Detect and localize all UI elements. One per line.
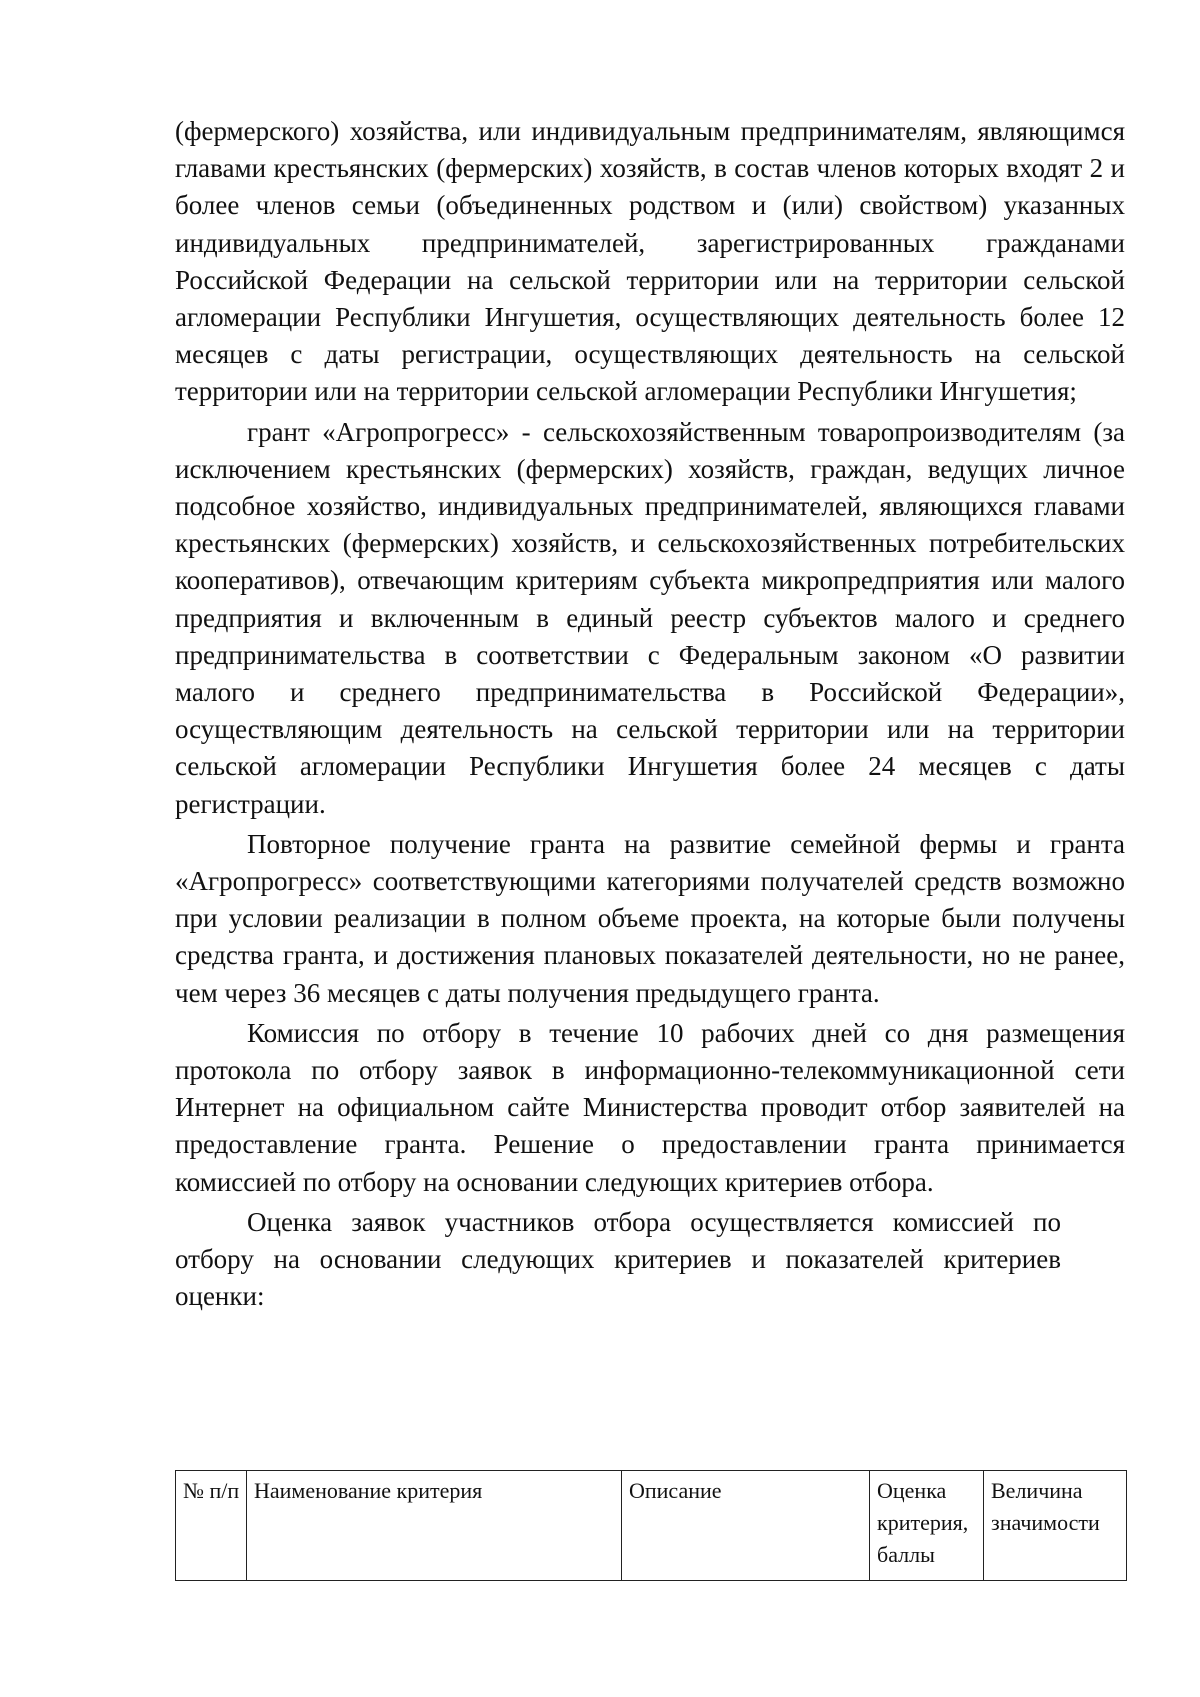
document-body (175, 113, 1125, 1319)
header-significance-weight: Величина значимости (984, 1471, 1127, 1581)
criteria-table (175, 1470, 1127, 1581)
header-criterion-name: Наименование критерия (247, 1471, 622, 1581)
paragraph-evaluation-criteria: Оценка заявок участников отбора осуществляется комиссией по отбору на основании следующих критериев и показателей критериев оценки: (175, 1206, 1061, 1312)
paragraph-agroprogress-grant: грант «Агропрогресс» - сельскохозяйственным товаропроизводителям (за исключением крестьянских (фермерских) хозяйств, граждан, ведущих личное подсобное хозяйство, индивидуальных предпринимателей, являющихся главами крестьянских (фермерских) хозяйств, и сельскохозяйственных потребительских кооперативов), отвечающим критериям субъекта микропредприятия или малого предприятия и включенным в единый реестр субъектов малого и среднего предпринимательства в соответствии с Федеральным законом «О развитии малого и среднего предпринимательства в Российской Федерации», осуществляющим деятельность на сельской территории или на территории сельской агломерации Республики Ингушетия более 24 месяцев с даты регистрации. (175, 416, 1125, 819)
paragraph-repeat-grant: Повторное получение гранта на развитие семейной фермы и гранта «Агропрогресс» соответствующими категориями получателей средств возможно при условии реализации в полном объеме проекта, на которые были получены средства гранта, и достижения плановых показателей деятельности, но не ранее, чем через 36 месяцев с даты получения предыдущего гранта. (175, 828, 1125, 1008)
table-header-row (176, 1471, 1127, 1581)
header-number: № п/п (176, 1471, 247, 1581)
header-criterion-score: Оценка критерия, баллы (870, 1471, 984, 1581)
header-description: Описание (622, 1471, 870, 1581)
paragraph-family-farm-recipients: (фермерского) хозяйства, или индивидуальным предпринимателям, являющимся главами крестьянских (фермерских) хозяйств, в состав членов которых входят 2 и более членов семьи (объединенных родством и (или) свойством) указанных индивидуальных предпринимателей, зарегистрированных гражданами Российской Федерации на сельской территории или на территории сельской агломерации Республики Ингушетия, осуществляющих деятельность более 12 месяцев с даты регистрации, осуществляющих деятельность на сельской территории или на территории сельской агломерации Республики Ингушетия; (175, 116, 1125, 407)
paragraph-selection-commission: Комиссия по отбору в течение 10 рабочих дней со дня размещения протокола по отбору заявок в информационно-телекоммуникационной сети Интернет на официальном сайте Министерства проводит отбор заявителей на предоставление гранта. Решение о предоставлении гранта принимается комиссией по отбору на основании следующих критериев отбора. (175, 1017, 1125, 1197)
